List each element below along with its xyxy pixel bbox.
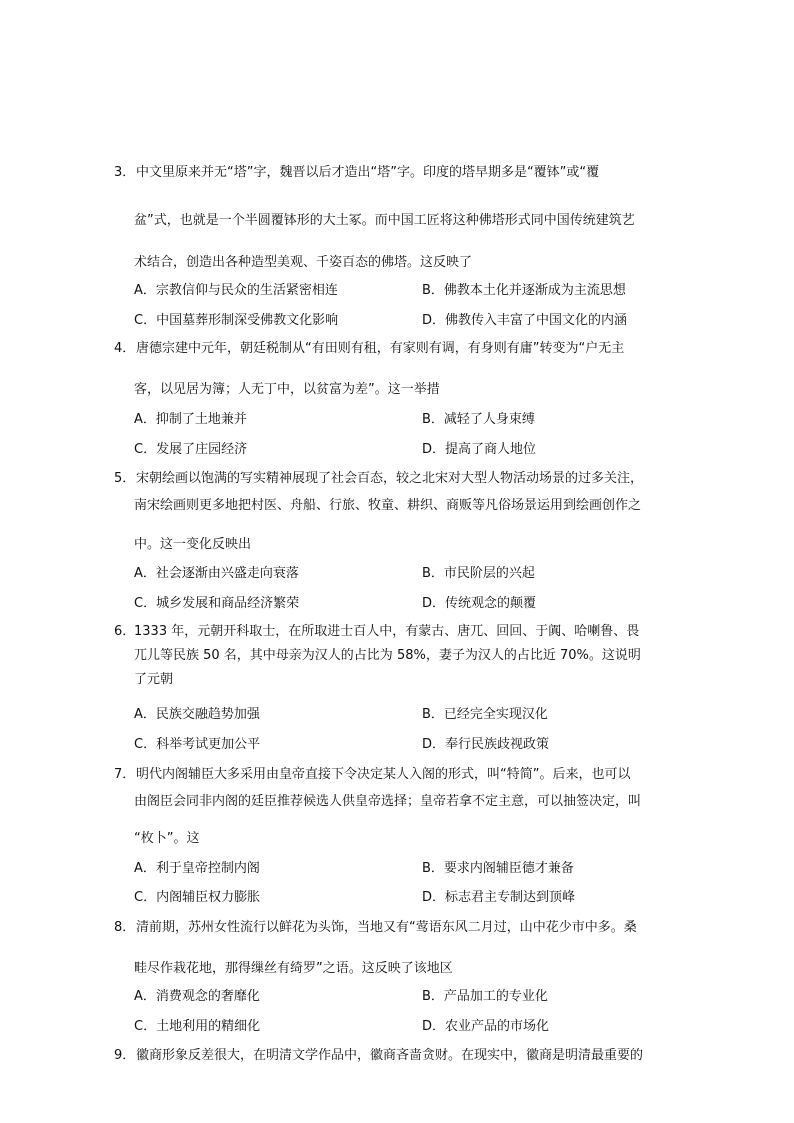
- question-stem-line: “枚卜”。这: [134, 831, 200, 846]
- option-b: B．已经完全实现汉化: [422, 707, 548, 722]
- option-a: A．抑制了土地兼并: [134, 412, 247, 427]
- question-stem-line: 徽商形象反差很大，在明清文学作品中，徽商吝啬贪财。在现实中，徽商是明清最重要的: [136, 1048, 644, 1063]
- question-stem-line: 南宋绘画则更多地把村医、舟船、行旅、牧童、耕织、商贩等凡俗场景运用到绘画创作之: [134, 498, 642, 513]
- option-b: B．减轻了人身束缚: [422, 412, 535, 427]
- option-d: D．奉行民族歧视政策: [422, 737, 550, 752]
- option-d: D．佛教传入丰富了中国文化的内涵: [422, 313, 628, 328]
- option-c: C．科举考试更加公平: [134, 737, 261, 752]
- option-a: A．社会逐渐由兴盛走向衰落: [134, 566, 299, 581]
- option-c: C．土地利用的精细化: [134, 1019, 261, 1034]
- question-stem-line: 兀儿等民族 50 名，其中母亲为汉人的占比为 58%，妻子为汉人的占比近 70%。这说明: [134, 648, 641, 663]
- question-stem-line: 唐德宗建中元年，朝廷税制从“有田则有租，有家则有调，有身则有庸”转变为“户无主: [136, 341, 625, 356]
- option-b: B．产品加工的专业化: [422, 989, 548, 1004]
- option-a: A．消费观念的奢靡化: [134, 989, 260, 1004]
- question-stem-line: 术结合，创造出各种造型美观、千姿百态的佛塔。这反映了: [134, 255, 473, 270]
- option-c: C．内阁辅臣权力膨胀: [134, 890, 261, 905]
- option-a: A．民族交融趋势加强: [134, 707, 260, 722]
- question-number: 6．: [114, 624, 136, 639]
- question-number: 5．: [114, 471, 136, 486]
- question-number: 8．: [114, 920, 136, 935]
- question-stem-line: 畦尽作栽花地，那得缫丝有绮罗”之语。这反映了该地区: [134, 961, 453, 976]
- option-c: C．发展了庄园经济: [134, 442, 248, 457]
- question-stem-line: 由阁臣会同非内阁的廷臣推荐候选人供皇帝选择；皇帝若拿不定主意，可以抽签决定，叫: [134, 794, 642, 809]
- question-stem-line: 了元朝: [134, 672, 174, 687]
- question-number: 3．: [114, 165, 136, 180]
- option-d: D．标志君主专制达到顶峰: [422, 890, 576, 905]
- option-b: B．佛教本土化并逐渐成为主流思想: [422, 283, 626, 298]
- question-stem-line: 中。这一变化反映出: [134, 537, 252, 552]
- option-c: C．中国墓葬形制深受佛教文化影响: [134, 313, 339, 328]
- question-stem-line: 盆”式，也就是一个半圆覆钵形的大土冢。而中国工匠将这种佛塔形式同中国传统建筑艺: [134, 213, 635, 228]
- option-c: C．城乡发展和商品经济繁荣: [134, 596, 300, 611]
- option-a: A．宗教信仰与民众的生活紧密相连: [134, 283, 338, 298]
- option-d: D．农业产品的市场化: [422, 1019, 550, 1034]
- question-stem-line: 客，以见居为簿；人无丁中，以贫富为差”。这一举措: [134, 382, 440, 397]
- question-stem-line: 清前期，苏州女性流行以鲜花为头饰，当地又有“莺语东风二月过，山中花少市中多。桑: [136, 920, 637, 935]
- option-b: B．要求内阁辅臣德才兼备: [422, 861, 574, 876]
- question-number: 7．: [114, 767, 136, 782]
- option-b: B．市民阶层的兴起: [422, 566, 535, 581]
- question-number: 4．: [114, 341, 136, 356]
- option-d: D．传统观念的颠覆: [422, 596, 537, 611]
- question-stem-line: 明代内阁辅臣大多采用由皇帝直接下令决定某人入阁的形式，叫“特简”。后来，也可以: [136, 767, 631, 782]
- question-stem-line: 宋朝绘画以饱满的写实精神展现了社会百态，较之北宋对大型人物活动场景的过多关注，: [136, 471, 644, 486]
- option-d: D．提高了商人地位: [422, 442, 537, 457]
- question-number: 9．: [114, 1048, 136, 1063]
- question-stem-line: 1333 年，元朝开科取士，在所取进士百人中，有蒙古、唐兀、回回、于阗、哈喇鲁、畏: [134, 624, 640, 639]
- question-stem-line: 中文里原来并无“塔”字，魏晋以后才造出“塔”字。印度的塔早期多是“覆钵”或“覆: [136, 165, 600, 180]
- option-a: A．利于皇帝控制内阁: [134, 861, 260, 876]
